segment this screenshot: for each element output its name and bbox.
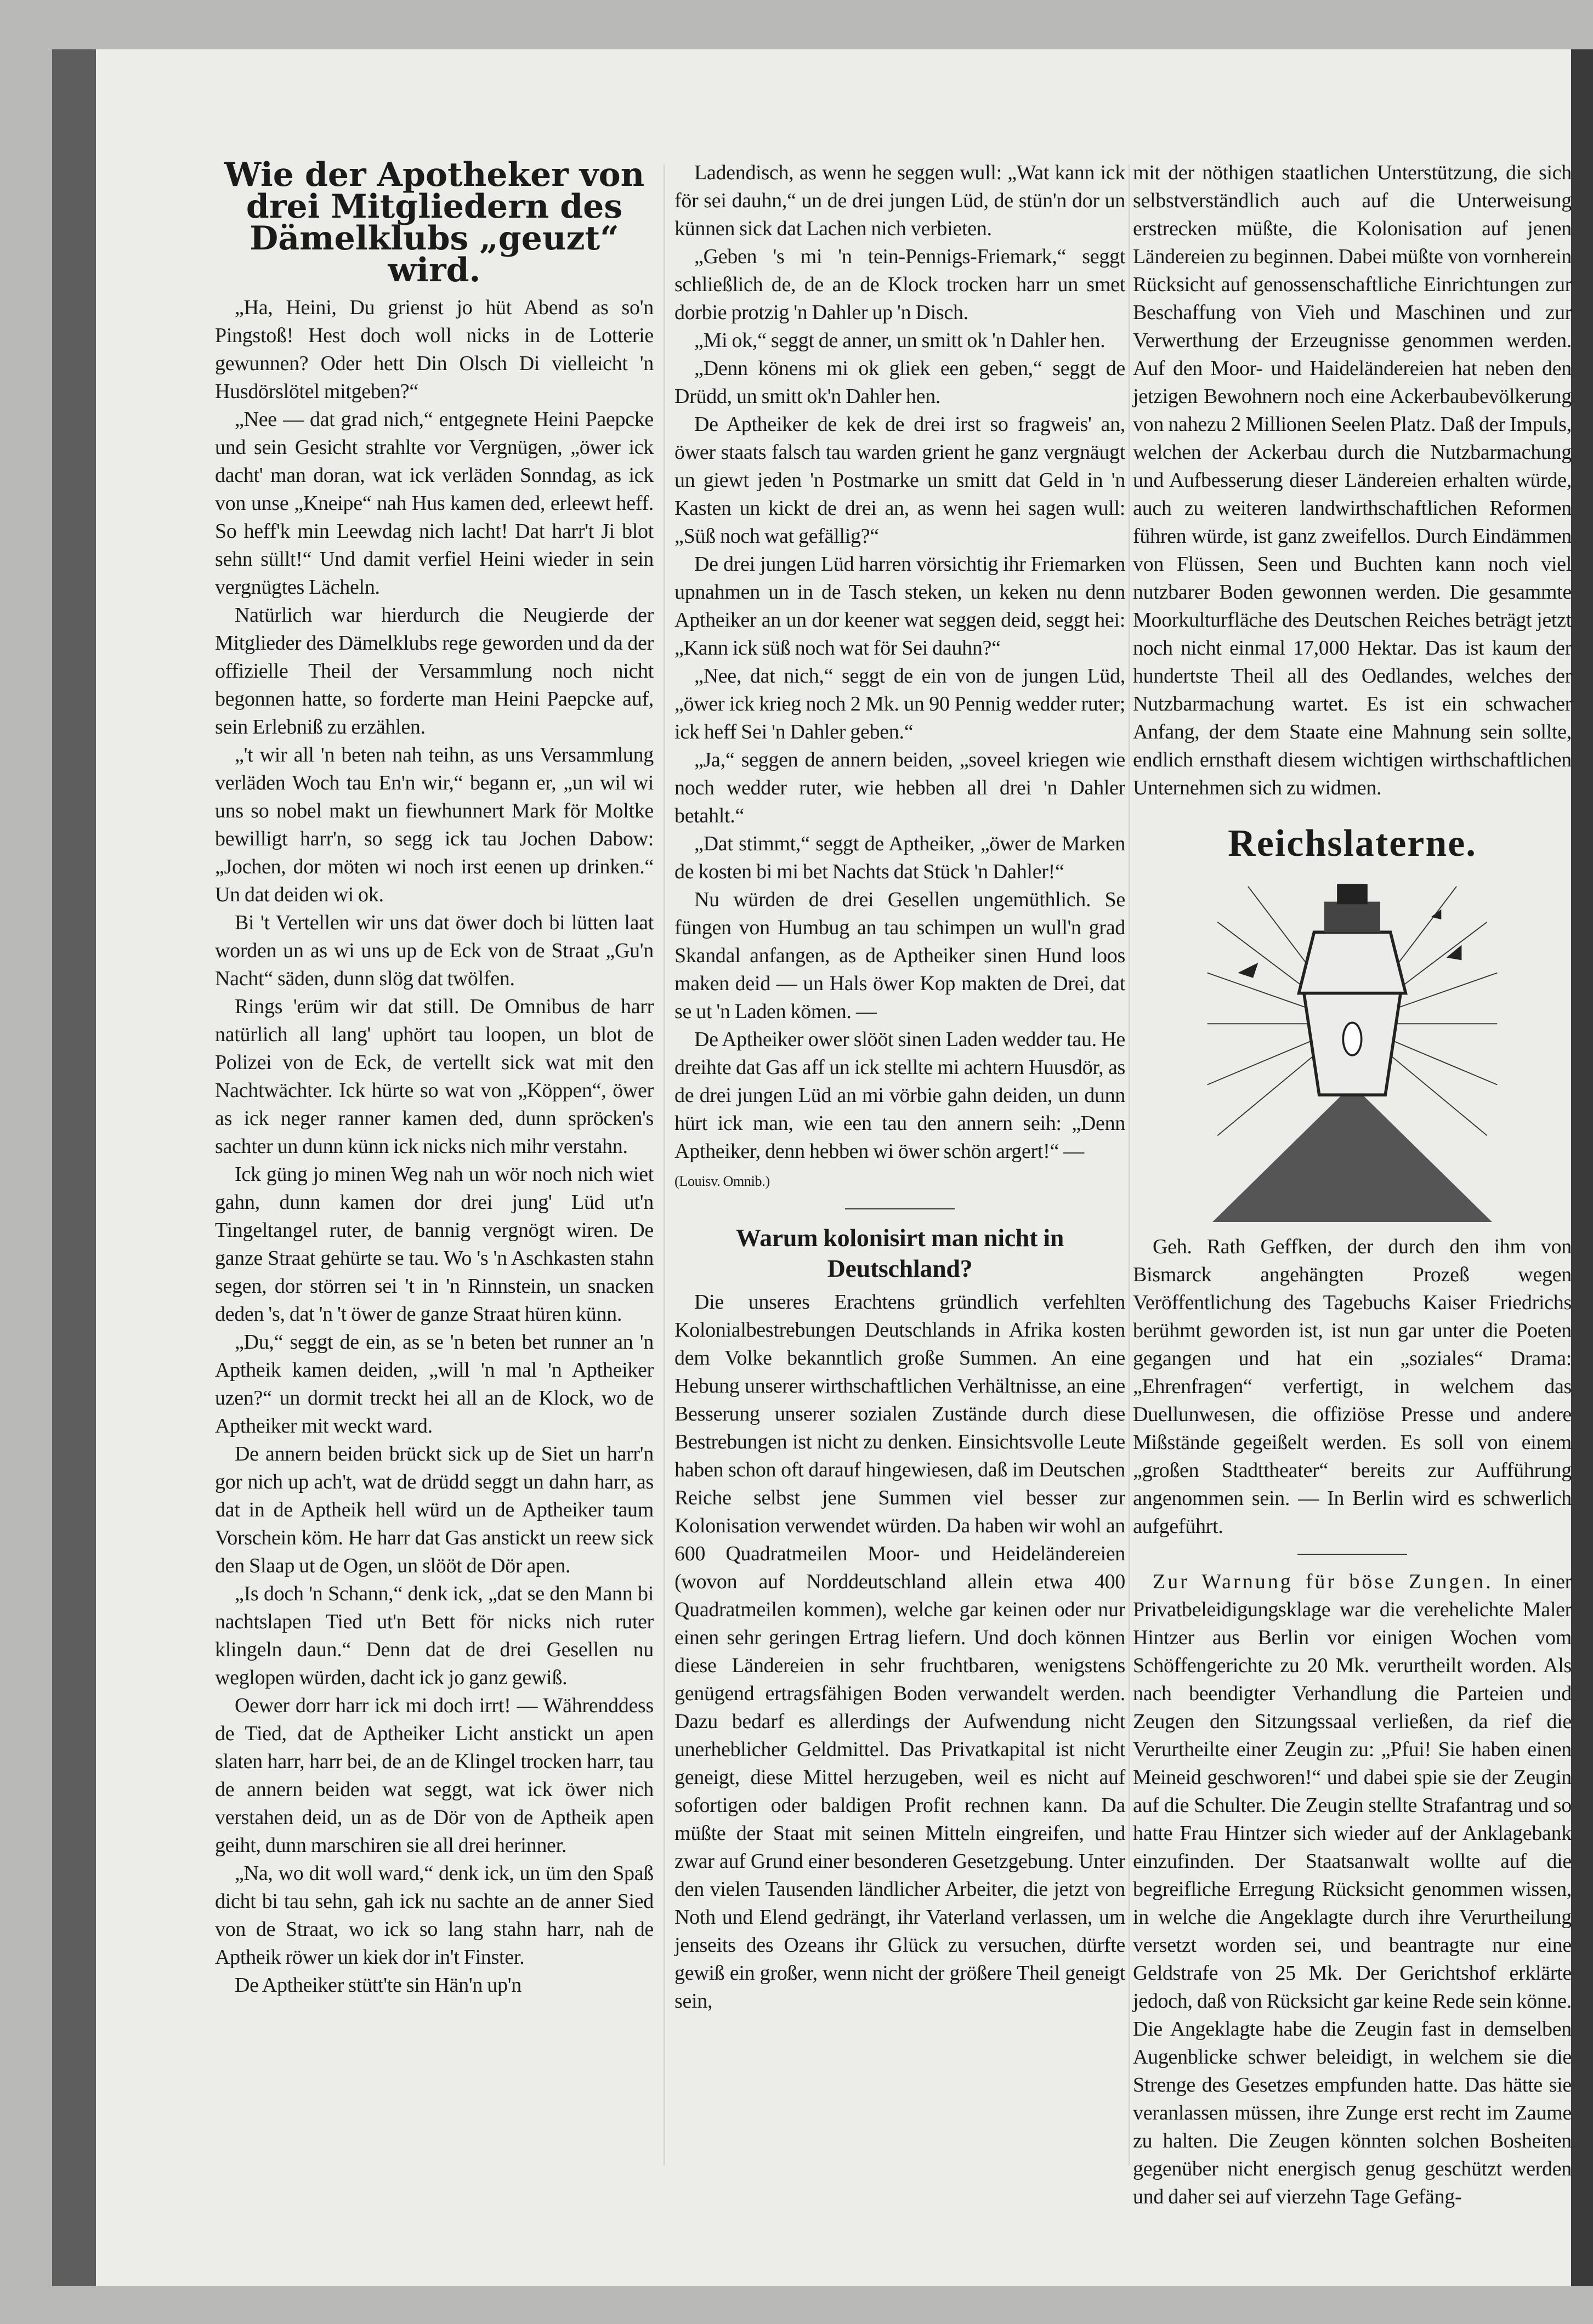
article-paragraph: De Aptheiker de kek de drei irst so fragweis' an, öwer staats falsch tau warden grient he ganz vergnäugt un giewt jeden 'n Postmarke un smitt dat Geld in 'n Kasten un kickt de drei an, as wenn hei sagen wull: „Süß noch wat gefällig?“	[674, 413, 1125, 548]
article-paragraph: Die unseres Erachtens gründlich verfehlten Kolonialbestrebungen Deutschlands in Afrika kosten dem Volke bekanntlich große Summen. An eine Hebung unserer wirthschaftlichen Verhältnisse, an eine Besserung unserer sozialen Zustände durch diese Bestrebungen ist nicht zu denken. Einsichtsvolle Leute haben schon oft darauf hingewiesen, daß im Deutschen Reiche selbst jene Summen viel besser zur Kolonisation verwendet würden. Da haben wir wohl an 600 Quadratmeilen Moor- und Heideländereien (wovon auf Norddeutschland allein etwa 400 Quadratmeilen kommen), welche gar keinen oder nur einen sehr geringen Ertrag liefern. Und doch können diese Ländereien in sehr fruchtbaren, wenigstens genügend ertragsfähigen Boden verwandelt werden. Dazu bedarf es allerdings der Aufwendung nicht unerheblicher Geldmittel. Das Privatkapital ist nicht geneigt, diese Mittel herzugeben, weil es nicht auf sofortigen oder baldigen Profit rechnen kann. Da müßte der Staat mit seinen Mitteln eingreifen, und zwar auf Grund einer besonderen Gesetzgebung. Unter den vielen Tausenden ländlicher Arbeiter, die jetzt von Noth und Elend gedrängt, ihr Vaterland verlassen, um jenseits des Ozeans ihr Glück zu versuchen, dürfte gewiß ein großer, wenn nicht der größere Theil geneigt sein,	[674, 1291, 1125, 2013]
column-1	[215, 156, 654, 1999]
article-paragraph: Ladendisch, as wenn he seggen wull: „Wat kann ick för sei dauhn,“ un de drei jungen Lüd, de stün'n dor un künnen sick dat Lachen nich verbieten.	[674, 161, 1125, 240]
article-paragraph: Oewer dorr harr ick mi doch irrt! — Währenddess de Tied, dat de Aptheiker Licht anstickt un apen slaten harr, harr bei, de an de Klingel trocken harr, tau de annern beiden wat seggt, wat ick öwer nich verstahen deid, un as de Dör von de Aptheik apen geiht, dunn marschiren sie all drei herinner.	[215, 1694, 654, 1857]
article-paragraph: „Dat stimmt,“ seggt de Aptheiker, „öwer de Marken de kosten bi mi bet Nachts dat Stück 'n Dahler!“	[674, 832, 1125, 883]
news-item: In einer Privatbeleidigungsklage war die verehelichte Maler Hintzer aus Berlin vor einigen Wochen vom Schöffengerichte zu 20 Mk. verurtheilt worden. Als nach beendigter Verhandlung die Parteien und Zeugen den Sitzungssaal verließen, da rief die Verurtheilte einer Zeugin zu: „Pfui! Sie haben einen Meineid geschworen!“ und dabei spie sie der Zeugin auf die Schulter. Die Zeugin stellte Strafantrag und so hatte Frau Hintzer sich wieder auf der Anklagebank einzufinden. Der Staatsanwalt wollte auf die begreifliche Erregung Rücksicht genommen wissen, in welche die Angeklagte durch ihre Verurtheilung versetzt worden sei, und beantragte nur eine Geldstrafe von 25 Mk. Der Gerichtshof erklärte jedoch, daß von Rücksicht gar keine Rede sein könne. Die Angeklagte habe die Zeugin fast in demselben Augenblicke schwer beleidigt, in welchem sie die Strenge des Gesetzes empfunden hatte. Das hätte sie veranlassen müssen, ihre Zunge erst recht im Zaume zu halten. Die Zeugen könnten solchen Bosheiten gegenüber nicht energisch genug geschützt werden und daher sei auf vierzehn Tage Gefäng-	[1133, 1570, 1572, 2208]
source-citation: (Louisv. Omnib.)	[674, 1173, 770, 1189]
article-paragraph: De Aptheiker stütt'te sin Hän'n up'n	[235, 1974, 521, 1997]
column-3	[1133, 159, 1572, 2211]
article-paragraph: „Is doch 'n Schann,“ denk ick, „dat se den Mann bi nachtslapen Tied ut'n Bett för nicks nich ruter klingeln daun.“ Denn dat de drei Gesellen nu weglopen würden, dacht ick jo ganz gewiß.	[215, 1582, 654, 1689]
article-title: Warum kolonisirt man nicht in Deutschland?	[735, 1224, 1064, 1282]
article-paragraph: mit der nöthigen staatlichen Unterstützung, die sich selbstverständlich auch auf die Unterweisung erstrecken müßte, die Kolonisation auf jenen Ländereien zu beginnen. Dabei müßte von vornherein Rücksicht auf genossenschaftliche Einrichtungen zur Beschaffung von Vieh und Maschinen und zur Verwerthung der Erzeugnisse genommen werden. Auf den Moor- und Haideländereien hat neben den jetzigen Bewohnern noch eine Ackerbaubevölkerung von nahezu 2 Millionen Seelen Platz. Daß der Impuls, welchen der Ackerbau durch die Nutzbarmachung und Aufbesserung dieser Ländereien erhalten würde, auch zu weiteren landwirthschaftlichen Reformen führen würde, ist ganz zweifellos. Durch Eindämmen von Flüssen, Seen und Buchten kann noch viel nutzbarer Boden gewonnen werden. Die gesammte Moorkulturfläche des Deutschen Reiches beträgt jetzt noch nicht einmal 17,000 Hektar. Das ist kaum der hundertste Theil all des Oedlandes, welches der Nutzbarmachung wartet. Es ist ein schwacher Anfang, der dem Staate eine Mahnung sein sollte, endlich ernsthaft diesem wichtigen wirthschaftlichen Unternehmen sich zu widmen.	[1133, 161, 1572, 799]
article-paragraph: Bi 't Vertellen wir uns dat öwer doch bi lütten laat worden un as wi uns up de Eck von de Straat „Gu'n Nacht“ säden, dunn slög dat twölfen.	[215, 911, 654, 990]
article-paragraph: „Mi ok,“ seggt de anner, un smitt ok 'n Dahler hen.	[694, 329, 1106, 352]
article-paragraph: Natürlich war hierdurch die Neugierde der Mitglieder des Dämelklubs rege geworden und da der offizielle Theil der Versammlung noch nicht begonnen hatte, so forderte man Heini Paepcke auf, sein Erlebniß zu erzählen.	[215, 604, 654, 738]
column-rule	[664, 164, 665, 2166]
article-paragraph: „Ja,“ seggen de annern beiden, „soveel kriegen wie noch wedder ruter, wie hebben all drei 'n Dahler betahlt.“	[674, 748, 1125, 827]
column-rule	[1129, 164, 1130, 2166]
article-paragraph: De drei jungen Lüd harren vörsichtig ihr Friemarken upnahmen un in de Tasch steken, un keken nu denn Aptheiker an un dor keener wat seggen deid, seggt hei: „Kann ick süß noch wat för Sei dauhn?“	[674, 553, 1125, 660]
page-edge	[1571, 49, 1593, 2286]
article-body	[215, 294, 654, 1999]
article-body-continued	[674, 159, 1125, 1166]
article-title: Wie der Apotheker von drei Mitgliedern des Dämelklubs „geuzt“ wird.	[224, 156, 645, 289]
divider	[1297, 1554, 1407, 1555]
article-paragraph: Nu würden de drei Gesellen ungemüthlich. Se füngen von Humbug an tau schimpen un wull'n grad Skandal anfangen, as de Aptheiker sinen Hund loos maken deid — un Hals öwer Kop makten de Drei, dat se ut 'n Laden kömen. —	[674, 888, 1125, 1023]
book-binding	[52, 49, 96, 2286]
article-paragraph: Ick güng jo minen Weg nah un wör noch nich wiet gahn, dunn kamen dor drei jung' Lüd ut'n Tingeltangel ruter, de bannig vergnögt wiren. De ganze Straat gehürte se tau. Wo 's 'n Aschkasten stahn segen, dor störren sei 't in 'n Rinnstein, un snacken deden 's, dat 'n 't öwer de ganze Straat hüren künn.	[215, 1163, 654, 1326]
article-paragraph: De annern beiden brückt sick up de Siet un harr'n gor nich up ach't, wat de drüdd seggt un dahn harr, as dat in de Aptheik hell würd un de Aptheiker taum Vorschein köm. He harr dat Gas anstickt un reew sick den Slaap ut de Ogen, un slööt de Dör apen.	[215, 1442, 654, 1577]
article-paragraph: „'t wir all 'n beten nah teihn, as uns Versammlung verläden Woch tau En'n wir,“ begann er, „un wil wi uns so nobel makt un fiewhunnert Mark för Moltke bewilligt harr'n, so segg ick tau Jochen Dabow: „Jochen, dor möten wi noch irst eenen up drinken.“ Un dat deiden wi ok.	[215, 743, 654, 906]
lantern-illustration	[1204, 871, 1500, 1222]
column-2	[674, 159, 1125, 2015]
article-paragraph: „Denn könens mi ok gliek een geben,“ seggt de Drüdd, un smitt ok'n Dahler hen.	[674, 357, 1125, 408]
news-item-heading: Zur Warnung für böse Zungen.	[1153, 1570, 1493, 1593]
article-paragraph: „Ha, Heini, Du grienst jo hüt Abend as so'n Pingstoß! Hest doch woll nicks in de Lotterie gewunnen? Oder hett Din Olsch Di vielleicht 'n Husdörslötel mitgeben?“	[215, 296, 654, 403]
article-paragraph: „Geben 's mi 'n tein-Pennigs-Friemark,“ seggt schließlich de, de an de Klock trocken harr un smet dorbie protzig 'n Dahler up 'n Disch.	[674, 245, 1125, 324]
news-item: Geh. Rath Geffken, der durch den ihm von Bismarck angehängten Prozeß wegen Veröffentlichung des Tagebuchs Kaiser Friedrichs berühmt geworden ist, ist nun gar unter die Poeten gegangen und hat ein „soziales“ Drama: „Ehrenfragen“ verfertigt, in welchem das Duellunwesen, die offiziöse Presse und andere Mißstände gegeißelt werden. Es soll von einem „großen Stadttheater“ bereits zur Aufführung angenommen sein. — In Berlin wird es schwerlich aufgeführt.	[1133, 1235, 1572, 1538]
divider	[845, 1208, 955, 1209]
article-paragraph: „Du,“ seggt de ein, as se 'n beten bet runner an 'n Aptheik kamen deiden, „will 'n mal 'n Aptheiker uzen?“ un dormit treckt hei all an de Klock, wo de Aptheiker mit weckt ward.	[215, 1331, 654, 1437]
section-title: Reichslaterne.	[1228, 822, 1477, 865]
article-paragraph: „Nee — dat grad nich,“ entgegnete Heini Paepcke und sein Gesicht strahlte vor Vergnügen, „öwer ick dacht' man doran, wat ick verläden Sonndag, as ick von unse „Kneipe“ nah Hus kamen ded, erleewt heff. So heff'k min Leewdag nich lacht! Dat harr't Ji blot sehn süllt!“ Und damit verfiel Heini wieder in sein vergnügtes Lächeln.	[215, 408, 654, 599]
article-paragraph: De Aptheiker ower slööt sinen Laden wedder tau. He dreihte dat Gas aff un ick stellte mi achtern Huusdör, as de drei jungen Lüd an mi vörbie gahn deiden, un dunn hürt ick man, wie een tau den annern seih: „Denn Aptheiker, denn hebben wi öwer schön argert!“ —	[674, 1028, 1125, 1163]
article-paragraph: „Nee, dat nich,“ seggt de ein von de jungen Lüd, „öwer ick krieg noch 2 Mk. un 90 Pennig wedder ruter; ick heff Sei 'n Dahler geben.“	[674, 664, 1125, 743]
article-paragraph: Rings 'erüm wir dat still. De Omnibus de harr natürlich all lang' uphört tau loopen, un blot de Polizei von de Eck, de vertellt sick wat mit den Nachtwächter. Ick hürte so wat von „Köppen“, öwer as ick neger ranner kamen ded, dunn spröcken's sachter un dunn künn ick nicks nich mihr verstahn.	[215, 995, 654, 1158]
article-paragraph: „Na, wo dit woll ward,“ denk ick, un üm den Spaß dicht bi tau sehn, gah ick nu sachte an de anner Sied von de Straat, wo ick so lang stahn harr, nah de Aptheik röwer un kiek dor in't Finster.	[215, 1862, 654, 1969]
